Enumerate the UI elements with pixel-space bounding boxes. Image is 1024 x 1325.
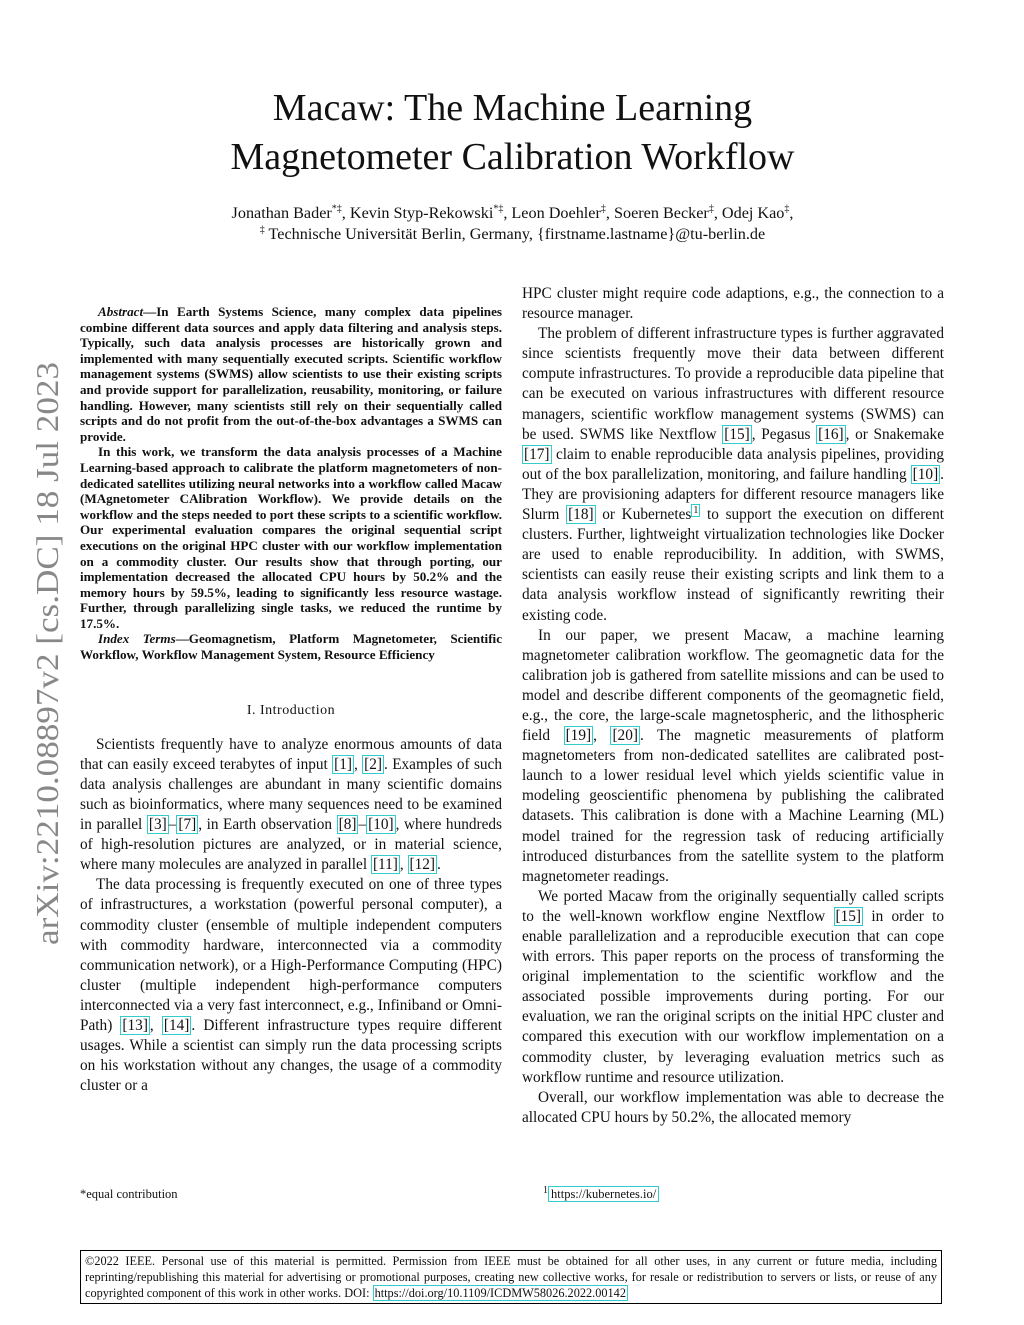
intro-paragraph-6 (522, 887, 944, 1088)
citation-link[interactable]: [19] (565, 727, 592, 745)
text-run: in order to enable parallelization and a reproducible execution that can cope with errors. This paper reports on the process of transforming the original implementation to the scientific workflow and the associated possible improvements during porting. For our evaluation, we ran the original scripts on the initial HPC cluster and compared this execution with our workflow implementation on a commodity cluster, by leveraging evaluation metrics such as workflow runtime and resource utilization. (522, 907, 944, 1086)
text-run: HPC cluster might require code adaptions, e.g., the connection to a resource manager. (522, 285, 944, 323)
text-run: Overall, our workflow implementation was able to decrease the allocated CPU hours by 50.2%, the allocated memory (522, 1088, 944, 1126)
intro-paragraph-3 (522, 284, 944, 324)
affiliation-text: Technische Universität Berlin, Germany, {firstname.lastname}@tu-berlin.de (264, 225, 766, 243)
author-1-mark: *‡ (331, 203, 342, 215)
author-3-mark: ‡ (600, 203, 606, 215)
intro-paragraph-7 (522, 1088, 944, 1128)
footnote-link[interactable]: 1 (693, 504, 699, 516)
doi-link[interactable]: https://doi.org/10.1109/ICDMW58026.2022.00142 (374, 1286, 626, 1300)
author-4: , Soeren Becker (605, 204, 709, 222)
copyright-notice (80, 1250, 942, 1304)
author-3: , Leon Doehler (503, 204, 601, 222)
footnote-kubernetes (543, 1184, 659, 1202)
index-terms (80, 631, 502, 662)
citation-link[interactable]: [10] (368, 816, 394, 834)
citation-link[interactable]: [3] (148, 816, 167, 834)
author-block (90, 203, 935, 245)
text-run: . (437, 856, 441, 874)
author-4-mark: ‡ (708, 203, 714, 215)
text-run: , (399, 856, 408, 874)
text-run: to support the execution on different clusters. Further, lightweight virtualization technologies like Docker are used to enable reproducibility. In addition, with SWMS, scientists can easily reuse their existing scripts and link them to a data analysis workflow instead of significantly rewriting their existing code. (522, 506, 944, 624)
abstract (80, 304, 502, 631)
citation-link[interactable]: [20] (612, 727, 638, 745)
intro-paragraph-2 (80, 875, 502, 1096)
citation-link[interactable]: [8] (338, 816, 357, 834)
title-line-2: Magnetometer Calibration Workflow (230, 136, 795, 178)
title-line-1: Macaw: The Machine Learning (272, 87, 753, 129)
citation-link[interactable]: [15] (835, 907, 862, 925)
author-5-mark: ‡ (784, 203, 790, 215)
citation-link[interactable]: [18] (568, 506, 594, 524)
abstract-text-2: In this work, we transform the data analysis processes of a Machine Learning-based approach to calibrate the platform magnetometers of non-dedicated satellites utilizing neural networks into a workflow called Macaw (MAgnetometer CAlibration Workflow). We provide details on the workflow and the steps needed to port these scripts to a scientific workflow. Our experimental evaluation compares the original sequential script executions on the original HPC cluster with our workflow implementation on a commodity cluster. Our results show that through porting, our implementation decreased the allocated CPU hours by 50.2% and the memory hours by 59.5%, leading to significantly less resource wastage. Further, through parallelizing single tasks, we reduced the runtime by 17.5%. (80, 444, 502, 631)
abstract-paragraph-2 (80, 444, 502, 631)
author-2-mark: *‡ (493, 203, 504, 215)
citation-link[interactable]: [13] (122, 1016, 148, 1034)
copyright-text: ©2022 IEEE. Personal use of this material is permitted. Permission from IEEE must be obtained for all other uses, in any current or future media, including reprinting/republishing this material for advertising or promotional purposes, creating new collective works, for resale or redistribution to servers or lists, or reuse of any copyrighted component of this work in other works. DOI: (85, 1254, 937, 1300)
abstract-dash: — (143, 304, 157, 319)
citation-link[interactable]: [2] (364, 755, 383, 773)
arxiv-id-text: arXiv:2210.08897v2 [cs.DC] 18 Jul 2023 (29, 413, 65, 945)
text-run: , (149, 1016, 162, 1034)
citation-link[interactable]: [10] (912, 465, 939, 483)
text-run: claim to enable reproducible data analysis pipelines, providing out of the box parallelization, monitoring, and failure handling (522, 445, 944, 483)
text-run: . The magnetic measurements of platform magnetometers from non-dedicated satellites are calibrated post-launch to a lower residual level which yields scientific value in modeling geoscientific phenomena by publishing the calibrated datasets. This calibration is done with a Machine Learning (ML) model trained for the regression task of reducing artificially introduced disturbances from the satellite system to the platform magnetometer readings. (522, 727, 944, 885)
affiliation-mark: ‡ (259, 224, 265, 236)
text-run: , or Snakemake (845, 425, 944, 443)
right-column (522, 284, 944, 1128)
text-run: , (353, 755, 363, 773)
index-terms-label: Index Terms (98, 631, 176, 647)
author-1: Jonathan Bader (231, 204, 332, 222)
index-terms-text: Geomagnetism, Platform Magnetometer, Scientific Workflow, Workflow Management System, Resource Efficiency (80, 631, 503, 663)
text-run: The data processing is frequently executed on one of three types of infrastructures, a workstation (powerful personal computer), a commodity cluster (ensemble of multiple independent computers with commodity hardware, interconnected via a commodity communication network), or a High-Performance Computing (HPC) cluster (multiple independent high-performance computers interconnected via a very fast interconnect, e.g., Infiniband or Omni-Path) (80, 876, 502, 1034)
abstract-text-1: In Earth Systems Science, many complex data pipelines combine different data sources and apply data filtering and analysis steps. Typically, such data analysis processes are historically grown and implemented with many sequentially executed scripts. Scientific workflow management systems (SWMS) allow scientists to use their existing scripts and provide support for parallelization, reusability, monitoring, or failure handling. However, many scientists still rely on their sequentially called scripts and do not profit from the out-of-the-box advantages a SWMS can provide. (80, 304, 502, 444)
text-run: , Pegasus (751, 425, 817, 443)
left-column (80, 284, 502, 1096)
footnote-mark: 1 (543, 1184, 548, 1196)
citation-link[interactable]: [7] (178, 816, 197, 834)
author-5: , Odej Kao (713, 204, 785, 222)
citation-link[interactable]: [1] (334, 755, 352, 773)
text-run: . Examples of such data analysis challenges are abundant in many scientific domains such as bioinformatics, where many sequences need to be examined in parallel (80, 755, 502, 834)
text-run: In our paper, we present Macaw, a machine learning magnetometer calibration workflow. The geomagnetic data for the calibration job is gathered from satellite missions and can be used to model and describe different components of the geomagnetic field, e.g., the core, the large-scale magnetospheric, and the lithospheric field (522, 626, 944, 745)
kubernetes-link[interactable]: https://kubernetes.io/ (548, 1186, 659, 1202)
abstract-label: Abstract (98, 304, 144, 319)
section-heading-introduction: I. Introduction (246, 702, 336, 718)
text-run: or Kubernetes (595, 506, 692, 524)
text-run: . Different infrastructure types require different usages. While a scientist can simply run the data processing scripts on his workstation without any changes, the usage of a commodity cluster or a (80, 1016, 502, 1095)
abstract-paragraph-1 (80, 304, 502, 444)
intro-paragraph-4 (522, 324, 944, 625)
paper-title (90, 84, 935, 182)
text-run: Scientists frequently have to analyze enormous amounts of data that can easily exceed terabytes of input (80, 735, 502, 773)
footnote-equal-contribution: *equal contribution (80, 1187, 178, 1201)
text-run: , (593, 727, 611, 745)
author-list (90, 203, 935, 224)
text-run: – (168, 816, 177, 834)
citation-link[interactable]: [15] (724, 425, 750, 443)
citation-link[interactable]: [16] (818, 425, 844, 443)
introduction-left (80, 735, 502, 1097)
citation-link[interactable]: [17] (524, 445, 550, 463)
index-terms-dash: — (175, 631, 189, 647)
text-run: – (358, 816, 367, 834)
affiliation (90, 224, 935, 245)
text-run: We ported Macaw from the originally sequentially called scripts to the well-known workflow engine Nextflow (522, 887, 944, 925)
text-run: . They are provisioning adapters for different resource managers like Slurm (522, 465, 944, 524)
intro-paragraph-5 (522, 626, 944, 887)
text-run: The problem of different infrastructure types is further aggravated since scientists frequently move their data between different compute infrastructures. To provide a reproducible data pipeline that can be executed on various infrastructures with different resource managers, scientific workflow management systems (SWMS) can be used. SWMS like Nextflow (522, 325, 944, 443)
arxiv-identifier-stamp (10, 360, 76, 945)
intro-paragraph-1 (80, 735, 502, 876)
author-2: , Kevin Styp-Rekowski (341, 204, 494, 222)
citation-link[interactable]: [14] (163, 1016, 190, 1034)
author-list-end: , (789, 204, 794, 222)
citation-link[interactable]: [12] (409, 856, 436, 874)
text-run: , where hundreds of high-resolution pictures are analyzed, or in material science, where many molecules are analyzed in parallel (80, 816, 502, 874)
citation-link[interactable]: [11] (372, 856, 398, 874)
text-run: , in Earth observation (198, 816, 337, 834)
